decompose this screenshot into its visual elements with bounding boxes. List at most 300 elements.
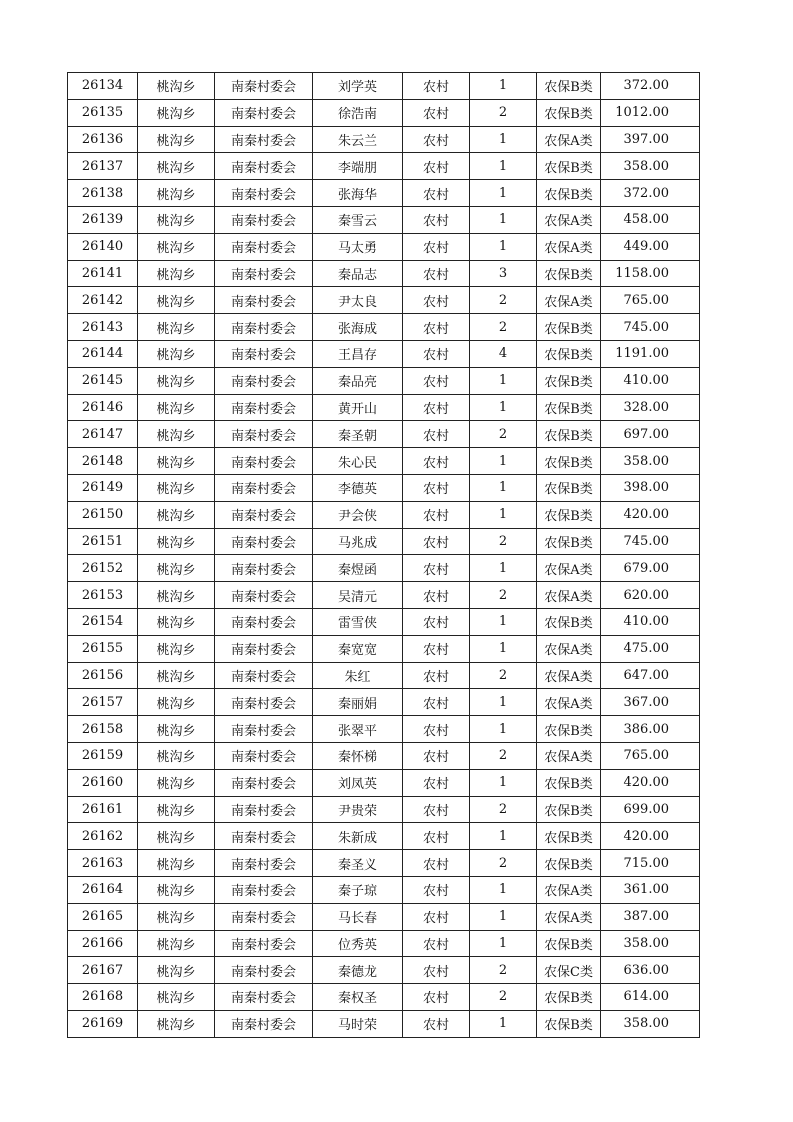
record-id-cell: 26155	[68, 635, 138, 662]
household-type-cell: 农村	[403, 742, 470, 769]
member-count-cell: 1	[470, 394, 537, 421]
household-type-cell: 农村	[403, 662, 470, 689]
person-name-cell: 秦圣义	[313, 850, 403, 877]
member-count-cell: 1	[470, 73, 537, 100]
township-cell: 桃沟乡	[138, 635, 215, 662]
insurance-category-cell: 农保B类	[537, 850, 601, 877]
person-name-cell: 吴清元	[313, 582, 403, 609]
record-id-cell: 26159	[68, 742, 138, 769]
village-committee-cell: 南秦村委会	[215, 608, 313, 635]
member-count-cell: 1	[470, 769, 537, 796]
township-cell: 桃沟乡	[138, 689, 215, 716]
table-row	[68, 394, 700, 421]
table-row	[68, 635, 700, 662]
table-row	[68, 233, 700, 260]
insurance-category-cell: 农保B类	[537, 421, 601, 448]
village-committee-cell: 南秦村委会	[215, 742, 313, 769]
person-name-cell: 朱新成	[313, 823, 403, 850]
township-cell: 桃沟乡	[138, 850, 215, 877]
insurance-category-cell: 农保C类	[537, 957, 601, 984]
village-committee-cell: 南秦村委会	[215, 635, 313, 662]
table-row	[68, 823, 700, 850]
village-committee-cell: 南秦村委会	[215, 876, 313, 903]
record-id-cell: 26136	[68, 126, 138, 153]
household-type-cell: 农村	[403, 957, 470, 984]
township-cell: 桃沟乡	[138, 73, 215, 100]
amount-cell: 410.00	[601, 367, 700, 394]
table-row	[68, 930, 700, 957]
table-row	[68, 796, 700, 823]
village-committee-cell: 南秦村委会	[215, 823, 313, 850]
member-count-cell: 1	[470, 501, 537, 528]
amount-cell: 372.00	[601, 180, 700, 207]
table-row	[68, 153, 700, 180]
record-id-cell: 26138	[68, 180, 138, 207]
person-name-cell: 张翠平	[313, 716, 403, 743]
township-cell: 桃沟乡	[138, 662, 215, 689]
amount-cell: 420.00	[601, 823, 700, 850]
table-row	[68, 340, 700, 367]
amount-cell: 745.00	[601, 528, 700, 555]
insurance-category-cell: 农保A类	[537, 126, 601, 153]
person-name-cell: 马兆成	[313, 528, 403, 555]
amount-cell: 358.00	[601, 153, 700, 180]
household-type-cell: 农村	[403, 126, 470, 153]
township-cell: 桃沟乡	[138, 930, 215, 957]
insurance-category-cell: 农保B类	[537, 528, 601, 555]
table-row	[68, 689, 700, 716]
village-committee-cell: 南秦村委会	[215, 126, 313, 153]
member-count-cell: 1	[470, 1010, 537, 1037]
village-committee-cell: 南秦村委会	[215, 930, 313, 957]
township-cell: 桃沟乡	[138, 474, 215, 501]
household-type-cell: 农村	[403, 394, 470, 421]
table-row	[68, 367, 700, 394]
record-id-cell: 26168	[68, 984, 138, 1011]
table-row	[68, 903, 700, 930]
amount-cell: 697.00	[601, 421, 700, 448]
table-row	[68, 126, 700, 153]
person-name-cell: 秦宽宽	[313, 635, 403, 662]
record-id-cell: 26165	[68, 903, 138, 930]
township-cell: 桃沟乡	[138, 394, 215, 421]
township-cell: 桃沟乡	[138, 180, 215, 207]
household-type-cell: 农村	[403, 367, 470, 394]
township-cell: 桃沟乡	[138, 742, 215, 769]
person-name-cell: 刘凤英	[313, 769, 403, 796]
household-type-cell: 农村	[403, 314, 470, 341]
amount-cell: 328.00	[601, 394, 700, 421]
township-cell: 桃沟乡	[138, 903, 215, 930]
village-committee-cell: 南秦村委会	[215, 528, 313, 555]
insurance-category-cell: 农保B类	[537, 1010, 601, 1037]
record-id-cell: 26150	[68, 501, 138, 528]
township-cell: 桃沟乡	[138, 528, 215, 555]
member-count-cell: 2	[470, 742, 537, 769]
insurance-category-cell: 农保B类	[537, 314, 601, 341]
amount-cell: 449.00	[601, 233, 700, 260]
township-cell: 桃沟乡	[138, 984, 215, 1011]
record-id-cell: 26142	[68, 287, 138, 314]
member-count-cell: 1	[470, 608, 537, 635]
insurance-category-cell: 农保A类	[537, 635, 601, 662]
insurance-category-cell: 农保B类	[537, 823, 601, 850]
record-id-cell: 26153	[68, 582, 138, 609]
table-row	[68, 742, 700, 769]
amount-cell: 1191.00	[601, 340, 700, 367]
person-name-cell: 马长春	[313, 903, 403, 930]
person-name-cell: 秦圣朝	[313, 421, 403, 448]
village-committee-cell: 南秦村委会	[215, 582, 313, 609]
amount-cell: 614.00	[601, 984, 700, 1011]
record-id-cell: 26147	[68, 421, 138, 448]
amount-cell: 679.00	[601, 555, 700, 582]
member-count-cell: 2	[470, 984, 537, 1011]
person-name-cell: 秦雪云	[313, 206, 403, 233]
person-name-cell: 王昌存	[313, 340, 403, 367]
member-count-cell: 2	[470, 662, 537, 689]
record-id-cell: 26140	[68, 233, 138, 260]
member-count-cell: 1	[470, 876, 537, 903]
township-cell: 桃沟乡	[138, 340, 215, 367]
amount-cell: 458.00	[601, 206, 700, 233]
township-cell: 桃沟乡	[138, 1010, 215, 1037]
person-name-cell: 张海成	[313, 314, 403, 341]
amount-cell: 387.00	[601, 903, 700, 930]
village-committee-cell: 南秦村委会	[215, 99, 313, 126]
household-type-cell: 农村	[403, 1010, 470, 1037]
person-name-cell: 尹太良	[313, 287, 403, 314]
person-name-cell: 李端朋	[313, 153, 403, 180]
person-name-cell: 位秀英	[313, 930, 403, 957]
household-type-cell: 农村	[403, 474, 470, 501]
village-committee-cell: 南秦村委会	[215, 850, 313, 877]
member-count-cell: 1	[470, 555, 537, 582]
insurance-category-cell: 农保A类	[537, 233, 601, 260]
table-row	[68, 1010, 700, 1037]
village-committee-cell: 南秦村委会	[215, 474, 313, 501]
village-committee-cell: 南秦村委会	[215, 1010, 313, 1037]
household-type-cell: 农村	[403, 206, 470, 233]
member-count-cell: 1	[470, 206, 537, 233]
village-committee-cell: 南秦村委会	[215, 716, 313, 743]
member-count-cell: 1	[470, 126, 537, 153]
village-committee-cell: 南秦村委会	[215, 206, 313, 233]
insurance-category-cell: 农保B类	[537, 153, 601, 180]
household-type-cell: 农村	[403, 823, 470, 850]
record-id-cell: 26161	[68, 796, 138, 823]
person-name-cell: 秦品志	[313, 260, 403, 287]
member-count-cell: 2	[470, 957, 537, 984]
township-cell: 桃沟乡	[138, 555, 215, 582]
person-name-cell: 秦怀梯	[313, 742, 403, 769]
table-row	[68, 260, 700, 287]
household-type-cell: 农村	[403, 635, 470, 662]
amount-cell: 1012.00	[601, 99, 700, 126]
amount-cell: 372.00	[601, 73, 700, 100]
record-id-cell: 26152	[68, 555, 138, 582]
member-count-cell: 1	[470, 233, 537, 260]
table-row	[68, 180, 700, 207]
township-cell: 桃沟乡	[138, 367, 215, 394]
member-count-cell: 1	[470, 367, 537, 394]
household-type-cell: 农村	[403, 421, 470, 448]
table-row	[68, 73, 700, 100]
member-count-cell: 1	[470, 689, 537, 716]
village-committee-cell: 南秦村委会	[215, 73, 313, 100]
insurance-category-cell: 农保A类	[537, 689, 601, 716]
village-committee-cell: 南秦村委会	[215, 984, 313, 1011]
person-name-cell: 刘学英	[313, 73, 403, 100]
person-name-cell: 秦煜函	[313, 555, 403, 582]
amount-cell: 620.00	[601, 582, 700, 609]
township-cell: 桃沟乡	[138, 876, 215, 903]
amount-cell: 358.00	[601, 930, 700, 957]
table-row	[68, 769, 700, 796]
table-row	[68, 984, 700, 1011]
table-row	[68, 448, 700, 475]
table-row	[68, 287, 700, 314]
household-type-cell: 农村	[403, 850, 470, 877]
member-count-cell: 2	[470, 314, 537, 341]
amount-cell: 765.00	[601, 287, 700, 314]
village-committee-cell: 南秦村委会	[215, 689, 313, 716]
insurance-category-cell: 农保A类	[537, 876, 601, 903]
member-count-cell: 3	[470, 260, 537, 287]
person-name-cell: 秦品亮	[313, 367, 403, 394]
township-cell: 桃沟乡	[138, 448, 215, 475]
insurance-category-cell: 农保B类	[537, 474, 601, 501]
village-committee-cell: 南秦村委会	[215, 957, 313, 984]
insurance-category-cell: 农保B类	[537, 394, 601, 421]
person-name-cell: 秦德龙	[313, 957, 403, 984]
member-count-cell: 1	[470, 903, 537, 930]
member-count-cell: 1	[470, 448, 537, 475]
table-row	[68, 662, 700, 689]
record-id-cell: 26139	[68, 206, 138, 233]
table-row	[68, 850, 700, 877]
insurance-category-cell: 农保A类	[537, 555, 601, 582]
record-id-cell: 26157	[68, 689, 138, 716]
person-name-cell: 徐浩南	[313, 99, 403, 126]
amount-cell: 699.00	[601, 796, 700, 823]
table-row	[68, 608, 700, 635]
amount-cell: 367.00	[601, 689, 700, 716]
household-type-cell: 农村	[403, 716, 470, 743]
person-name-cell: 秦丽娟	[313, 689, 403, 716]
record-id-cell: 26149	[68, 474, 138, 501]
household-type-cell: 农村	[403, 448, 470, 475]
household-type-cell: 农村	[403, 796, 470, 823]
village-committee-cell: 南秦村委会	[215, 340, 313, 367]
member-count-cell: 2	[470, 796, 537, 823]
record-id-cell: 26164	[68, 876, 138, 903]
household-type-cell: 农村	[403, 153, 470, 180]
amount-cell: 475.00	[601, 635, 700, 662]
village-committee-cell: 南秦村委会	[215, 233, 313, 260]
township-cell: 桃沟乡	[138, 957, 215, 984]
person-name-cell: 朱云兰	[313, 126, 403, 153]
township-cell: 桃沟乡	[138, 287, 215, 314]
member-count-cell: 2	[470, 287, 537, 314]
record-id-cell: 26135	[68, 99, 138, 126]
household-type-cell: 农村	[403, 608, 470, 635]
record-id-cell: 26148	[68, 448, 138, 475]
household-type-cell: 农村	[403, 180, 470, 207]
member-count-cell: 2	[470, 850, 537, 877]
table-row	[68, 421, 700, 448]
village-committee-cell: 南秦村委会	[215, 796, 313, 823]
record-id-cell: 26141	[68, 260, 138, 287]
township-cell: 桃沟乡	[138, 233, 215, 260]
village-committee-cell: 南秦村委会	[215, 260, 313, 287]
household-type-cell: 农村	[403, 689, 470, 716]
member-count-cell: 1	[470, 823, 537, 850]
village-committee-cell: 南秦村委会	[215, 555, 313, 582]
record-id-cell: 26167	[68, 957, 138, 984]
insurance-category-cell: 农保B类	[537, 99, 601, 126]
household-type-cell: 农村	[403, 340, 470, 367]
person-name-cell: 秦子琼	[313, 876, 403, 903]
member-count-cell: 2	[470, 99, 537, 126]
village-committee-cell: 南秦村委会	[215, 367, 313, 394]
amount-cell: 361.00	[601, 876, 700, 903]
township-cell: 桃沟乡	[138, 206, 215, 233]
insurance-category-cell: 农保A类	[537, 287, 601, 314]
record-id-cell: 26163	[68, 850, 138, 877]
household-type-cell: 农村	[403, 99, 470, 126]
household-type-cell: 农村	[403, 769, 470, 796]
member-count-cell: 2	[470, 421, 537, 448]
amount-cell: 420.00	[601, 501, 700, 528]
insurance-category-cell: 农保B类	[537, 340, 601, 367]
household-type-cell: 农村	[403, 903, 470, 930]
household-type-cell: 农村	[403, 501, 470, 528]
village-committee-cell: 南秦村委会	[215, 287, 313, 314]
record-id-cell: 26169	[68, 1010, 138, 1037]
insurance-category-cell: 农保B类	[537, 716, 601, 743]
table-row	[68, 876, 700, 903]
person-name-cell: 朱红	[313, 662, 403, 689]
table-row	[68, 957, 700, 984]
insurance-category-cell: 农保A类	[537, 206, 601, 233]
member-count-cell: 1	[470, 635, 537, 662]
household-type-cell: 农村	[403, 555, 470, 582]
record-id-cell: 26144	[68, 340, 138, 367]
amount-cell: 410.00	[601, 608, 700, 635]
insurance-category-cell: 农保B类	[537, 180, 601, 207]
township-cell: 桃沟乡	[138, 314, 215, 341]
insurance-category-cell: 农保B类	[537, 448, 601, 475]
household-type-cell: 农村	[403, 73, 470, 100]
village-committee-cell: 南秦村委会	[215, 314, 313, 341]
record-id-cell: 26156	[68, 662, 138, 689]
village-committee-cell: 南秦村委会	[215, 769, 313, 796]
table-row	[68, 501, 700, 528]
record-id-cell: 26166	[68, 930, 138, 957]
amount-cell: 397.00	[601, 126, 700, 153]
amount-cell: 386.00	[601, 716, 700, 743]
record-id-cell: 26158	[68, 716, 138, 743]
township-cell: 桃沟乡	[138, 608, 215, 635]
person-name-cell: 朱心民	[313, 448, 403, 475]
table-row	[68, 99, 700, 126]
village-committee-cell: 南秦村委会	[215, 180, 313, 207]
person-name-cell: 尹贵荣	[313, 796, 403, 823]
record-id-cell: 26134	[68, 73, 138, 100]
amount-cell: 745.00	[601, 314, 700, 341]
member-count-cell: 2	[470, 582, 537, 609]
amount-cell: 715.00	[601, 850, 700, 877]
record-id-cell: 26154	[68, 608, 138, 635]
person-name-cell: 黄开山	[313, 394, 403, 421]
township-cell: 桃沟乡	[138, 796, 215, 823]
township-cell: 桃沟乡	[138, 153, 215, 180]
village-committee-cell: 南秦村委会	[215, 903, 313, 930]
village-committee-cell: 南秦村委会	[215, 153, 313, 180]
record-id-cell: 26151	[68, 528, 138, 555]
member-count-cell: 2	[470, 528, 537, 555]
person-name-cell: 李德英	[313, 474, 403, 501]
insurance-category-cell: 农保A类	[537, 662, 601, 689]
township-cell: 桃沟乡	[138, 823, 215, 850]
record-id-cell: 26160	[68, 769, 138, 796]
township-cell: 桃沟乡	[138, 769, 215, 796]
table-row	[68, 528, 700, 555]
person-name-cell: 张海华	[313, 180, 403, 207]
township-cell: 桃沟乡	[138, 260, 215, 287]
amount-cell: 636.00	[601, 957, 700, 984]
village-committee-cell: 南秦村委会	[215, 394, 313, 421]
person-name-cell: 马时荣	[313, 1010, 403, 1037]
household-type-cell: 农村	[403, 528, 470, 555]
roster-table-body	[68, 73, 700, 1038]
household-type-cell: 农村	[403, 287, 470, 314]
amount-cell: 647.00	[601, 662, 700, 689]
person-name-cell: 尹会侠	[313, 501, 403, 528]
insurance-category-cell: 农保B类	[537, 260, 601, 287]
amount-cell: 398.00	[601, 474, 700, 501]
insurance-category-cell: 农保B类	[537, 608, 601, 635]
person-name-cell: 雷雪侠	[313, 608, 403, 635]
record-id-cell: 26162	[68, 823, 138, 850]
record-id-cell: 26143	[68, 314, 138, 341]
household-type-cell: 农村	[403, 233, 470, 260]
insurance-category-cell: 农保A类	[537, 582, 601, 609]
township-cell: 桃沟乡	[138, 126, 215, 153]
insurance-category-cell: 农保B类	[537, 930, 601, 957]
township-cell: 桃沟乡	[138, 99, 215, 126]
insurance-category-cell: 农保B类	[537, 769, 601, 796]
record-id-cell: 26137	[68, 153, 138, 180]
table-row	[68, 206, 700, 233]
table-row	[68, 474, 700, 501]
village-committee-cell: 南秦村委会	[215, 501, 313, 528]
table-row	[68, 582, 700, 609]
household-type-cell: 农村	[403, 876, 470, 903]
amount-cell: 765.00	[601, 742, 700, 769]
roster-table	[67, 72, 700, 1038]
insurance-category-cell: 农保B类	[537, 367, 601, 394]
village-committee-cell: 南秦村委会	[215, 662, 313, 689]
member-count-cell: 1	[470, 930, 537, 957]
household-type-cell: 农村	[403, 582, 470, 609]
insurance-category-cell: 农保B类	[537, 73, 601, 100]
table-row	[68, 716, 700, 743]
household-type-cell: 农村	[403, 260, 470, 287]
member-count-cell: 1	[470, 716, 537, 743]
insurance-category-cell: 农保A类	[537, 742, 601, 769]
